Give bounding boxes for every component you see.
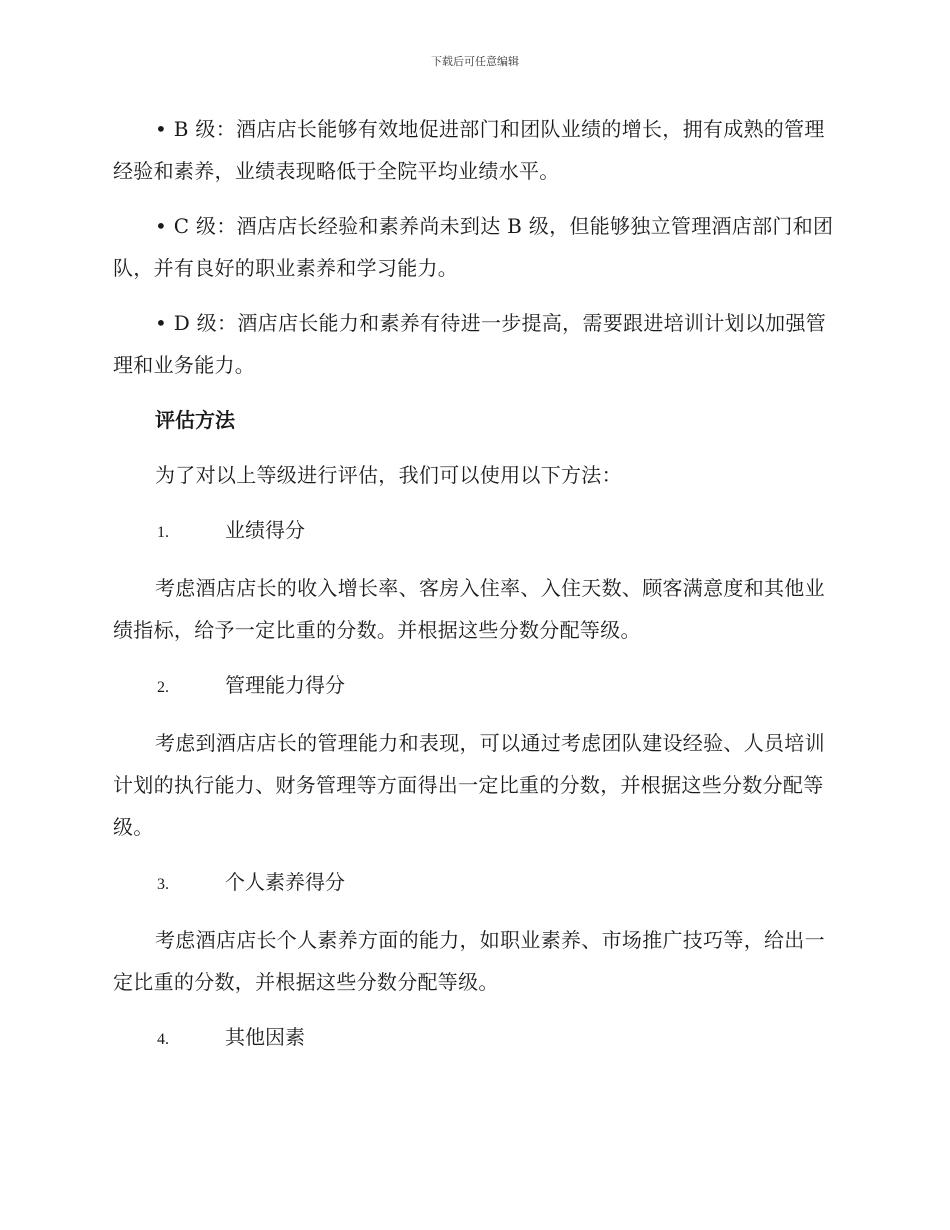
grade-c-paragraph: • C 级：酒店店长经验和素养尚未到达 B 级，但能够独立管理酒店部门和团队，并有良好的职业素养和学习能力。 <box>113 214 834 280</box>
method-title: 个人素养得分 <box>225 870 345 894</box>
method-item-4 <box>113 1016 840 1061</box>
method-item-3 <box>113 861 840 906</box>
method-title: 其他因素 <box>225 1025 305 1049</box>
method-description: 考虑酒店店长的收入增长率、客房入住率、入住天数、顾客满意度和其他业绩指标，给予一定比重的分数。并根据这些分数分配等级。 <box>113 576 825 642</box>
method-description: 考虑到酒店店长的管理能力和表现，可以通过考虑团队建设经验、人员培训计划的执行能力、财务管理等方面得出一定比重的分数，并根据这些分数分配等级。 <box>113 731 825 839</box>
method-item-1 <box>113 509 840 554</box>
section-heading: 评估方法 <box>155 408 235 432</box>
section-intro: 为了对以上等级进行评估，我们可以使用以下方法： <box>155 463 622 487</box>
document-body <box>113 108 840 1074</box>
grade-d-paragraph: • D 级：酒店店长能力和素养有待进一步提高，需要跟进培训计划以加强管理和业务能力。 <box>113 311 827 377</box>
method-number: 2. <box>157 679 169 696</box>
method-title: 管理能力得分 <box>225 673 345 697</box>
method-number: 1. <box>157 524 169 541</box>
page-header: 下载后可任意编辑 <box>431 55 519 68</box>
grade-b-paragraph: • B 级：酒店店长能够有效地促进部门和团队业绩的增长，拥有成熟的管理经验和素养，业绩表现略低于全院平均业绩水平。 <box>113 117 825 183</box>
method-title: 业绩得分 <box>225 518 305 542</box>
method-number: 4. <box>157 1031 169 1048</box>
method-description: 考虑酒店店长个人素养方面的能力，如职业素养、市场推广技巧等，给出一定比重的分数，并根据这些分数分配等级。 <box>113 928 825 994</box>
method-number: 3. <box>157 876 169 893</box>
method-item-2 <box>113 664 840 709</box>
